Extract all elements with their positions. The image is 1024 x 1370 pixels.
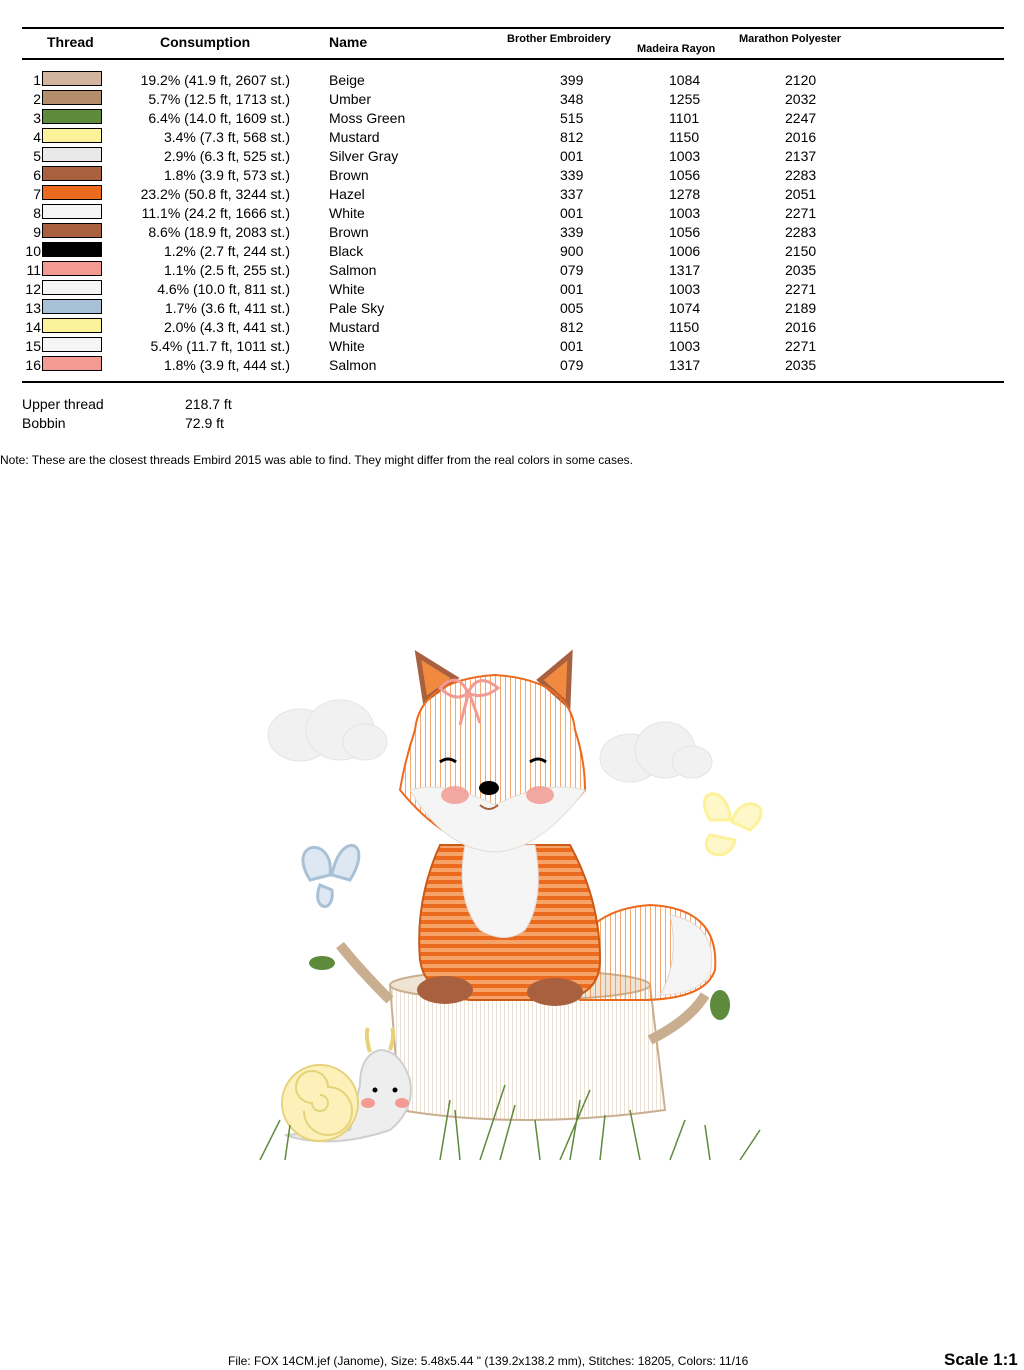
thread-name: Mustard bbox=[329, 319, 380, 335]
thread-consumption: 5.7% (12.5 ft, 1713 st.) bbox=[148, 91, 290, 107]
thread-color-swatch bbox=[42, 90, 102, 105]
thread-name: Hazel bbox=[329, 186, 365, 202]
thread-color-swatch bbox=[42, 204, 102, 219]
thread-number: 3 bbox=[33, 110, 41, 126]
thread-name: Brown bbox=[329, 224, 369, 240]
upper-thread-value: 218.7 ft bbox=[185, 396, 232, 412]
marathon-code: 2283 bbox=[785, 167, 817, 183]
marathon-code: 2137 bbox=[785, 148, 817, 164]
thread-color-swatch bbox=[42, 261, 102, 276]
thread-number: 6 bbox=[33, 167, 41, 183]
thread-row bbox=[0, 298, 1024, 317]
brother-code: 001 bbox=[560, 205, 584, 221]
thread-number: 4 bbox=[33, 129, 41, 145]
thread-color-swatch bbox=[42, 166, 102, 181]
thread-number: 12 bbox=[25, 281, 41, 297]
cloud-left bbox=[268, 700, 387, 761]
madeira-code: 1074 bbox=[669, 300, 701, 316]
thread-number: 14 bbox=[25, 319, 41, 335]
thread-color-swatch bbox=[42, 223, 102, 238]
thread-color-swatch bbox=[42, 356, 102, 371]
thread-row bbox=[0, 184, 1024, 203]
upper-thread-label: Upper thread bbox=[22, 396, 104, 412]
marathon-code: 2150 bbox=[785, 243, 817, 259]
thread-name: Pale Sky bbox=[329, 300, 385, 316]
thread-name: White bbox=[329, 205, 365, 221]
thread-number: 1 bbox=[33, 72, 41, 88]
thread-color-swatch bbox=[42, 147, 102, 162]
thread-consumption: 1.8% (3.9 ft, 444 st.) bbox=[163, 357, 290, 373]
thread-row bbox=[0, 241, 1024, 260]
thread-row bbox=[0, 127, 1024, 146]
thread-table bbox=[0, 70, 1024, 374]
bottom-rule bbox=[22, 381, 1004, 383]
thread-name: Mustard bbox=[329, 129, 380, 145]
madeira-code: 1003 bbox=[669, 338, 701, 354]
madeira-code: 1150 bbox=[669, 129, 700, 145]
thread-name: Silver Gray bbox=[329, 148, 399, 164]
thread-number: 13 bbox=[25, 300, 41, 316]
thread-name: Salmon bbox=[329, 357, 377, 373]
thread-consumption: 1.8% (3.9 ft, 573 st.) bbox=[163, 167, 290, 183]
marathon-code: 2189 bbox=[785, 300, 817, 316]
thread-number: 8 bbox=[33, 205, 41, 221]
thread-row bbox=[0, 108, 1024, 127]
thread-consumption: 19.2% (41.9 ft, 2607 st.) bbox=[140, 72, 290, 88]
madeira-code: 1317 bbox=[669, 262, 701, 278]
thread-consumption: 1.7% (3.6 ft, 411 st.) bbox=[164, 300, 290, 316]
marathon-code: 2271 bbox=[785, 338, 817, 354]
thread-number: 9 bbox=[33, 224, 41, 240]
thread-row bbox=[0, 203, 1024, 222]
thread-color-swatch bbox=[42, 280, 102, 295]
marathon-code: 2032 bbox=[785, 91, 817, 107]
brother-code: 900 bbox=[560, 243, 584, 259]
marathon-code: 2120 bbox=[785, 72, 817, 88]
madeira-code: 1056 bbox=[669, 224, 701, 240]
thread-consumption: 2.0% (4.3 ft, 441 st.) bbox=[163, 319, 290, 335]
header-thread: Thread bbox=[47, 34, 94, 50]
thread-number: 5 bbox=[33, 148, 41, 164]
thread-row bbox=[0, 279, 1024, 298]
marathon-code: 2271 bbox=[785, 281, 817, 297]
thread-name: Umber bbox=[329, 91, 372, 107]
butterfly-blue bbox=[303, 845, 359, 906]
thread-name: Beige bbox=[329, 72, 365, 88]
header-marathon: Marathon Polyester bbox=[739, 33, 842, 45]
marathon-code: 2051 bbox=[785, 186, 817, 202]
brother-code: 001 bbox=[560, 148, 584, 164]
brother-code: 348 bbox=[560, 91, 584, 107]
madeira-code: 1101 bbox=[669, 110, 700, 126]
thread-name: Moss Green bbox=[329, 110, 406, 126]
madeira-code: 1003 bbox=[669, 205, 701, 221]
brother-code: 079 bbox=[560, 262, 584, 278]
madeira-code: 1278 bbox=[669, 186, 701, 202]
brother-code: 339 bbox=[560, 167, 584, 183]
thread-consumption: 11.1% (24.2 ft, 1666 st.) bbox=[141, 205, 290, 221]
madeira-code: 1084 bbox=[669, 72, 701, 88]
brother-code: 005 bbox=[560, 300, 584, 316]
thread-row bbox=[0, 89, 1024, 108]
thread-color-swatch bbox=[42, 185, 102, 200]
header-consumption: Consumption bbox=[160, 34, 251, 50]
marathon-code: 2016 bbox=[785, 319, 817, 335]
bobbin-label: Bobbin bbox=[22, 415, 66, 431]
butterfly-yellow bbox=[704, 794, 761, 855]
thread-name: Brown bbox=[329, 167, 369, 183]
thread-color-swatch bbox=[42, 109, 102, 124]
brother-code: 812 bbox=[560, 319, 584, 335]
bobbin-value: 72.9 ft bbox=[185, 415, 224, 431]
header-brother: Brother Embroidery bbox=[507, 33, 611, 45]
header-madeira: Madeira Rayon bbox=[637, 43, 716, 55]
thread-consumption: 8.6% (18.9 ft, 2083 st.) bbox=[148, 224, 290, 240]
thread-name: White bbox=[329, 338, 365, 354]
madeira-code: 1150 bbox=[669, 319, 700, 335]
fox-head bbox=[400, 655, 585, 852]
thread-number: 15 bbox=[25, 338, 41, 354]
thread-row bbox=[0, 336, 1024, 355]
scale-label: Scale 1:1 bbox=[944, 1350, 1018, 1369]
thread-name: Salmon bbox=[329, 262, 377, 278]
thread-consumption: 1.1% (2.5 ft, 255 st.) bbox=[163, 262, 290, 278]
marathon-code: 2016 bbox=[785, 129, 817, 145]
thread-consumption: 6.4% (14.0 ft, 1609 st.) bbox=[148, 110, 290, 126]
thread-number: 10 bbox=[25, 243, 41, 259]
marathon-code: 2283 bbox=[785, 224, 817, 240]
thread-row bbox=[0, 222, 1024, 241]
brother-code: 339 bbox=[560, 224, 584, 240]
thread-number: 16 bbox=[25, 357, 41, 373]
thread-consumption: 1.2% (2.7 ft, 244 st.) bbox=[163, 243, 290, 259]
marathon-code: 2247 bbox=[785, 110, 817, 126]
madeira-code: 1317 bbox=[669, 357, 701, 373]
thread-number: 7 bbox=[33, 186, 41, 202]
thread-color-swatch bbox=[42, 299, 102, 314]
header-name: Name bbox=[329, 34, 368, 50]
file-info: File: FOX 14CM.jef (Janome), Size: 5.48x5.44 " (139.2x138.2 mm), Stitches: 18205, Colors: 11/16 bbox=[228, 1354, 749, 1368]
madeira-code: 1006 bbox=[669, 243, 701, 259]
thread-consumption: 3.4% (7.3 ft, 568 st.) bbox=[163, 129, 290, 145]
marathon-code: 2035 bbox=[785, 262, 817, 278]
note-text: Note: These are the closest threads Embird 2015 was able to find. They might differ from the real colors in some cases. bbox=[0, 453, 633, 467]
embroidery-preview bbox=[240, 640, 780, 1180]
brother-code: 399 bbox=[560, 72, 584, 88]
fox-body bbox=[417, 845, 600, 1006]
brother-code: 001 bbox=[560, 281, 584, 297]
cloud-right bbox=[600, 722, 712, 782]
thread-color-swatch bbox=[42, 128, 102, 143]
snail bbox=[282, 1028, 411, 1141]
thread-name: White bbox=[329, 281, 365, 297]
top-rule bbox=[22, 27, 1004, 29]
thread-consumption: 5.4% (11.7 ft, 1011 st.) bbox=[150, 338, 290, 354]
thread-number: 2 bbox=[33, 91, 41, 107]
thread-row bbox=[0, 146, 1024, 165]
thread-number: 11 bbox=[26, 262, 41, 278]
thread-color-swatch bbox=[42, 318, 102, 333]
brother-code: 337 bbox=[560, 186, 584, 202]
thread-row bbox=[0, 165, 1024, 184]
madeira-code: 1056 bbox=[669, 167, 701, 183]
thread-color-swatch bbox=[42, 337, 102, 352]
madeira-code: 1255 bbox=[669, 91, 701, 107]
thread-consumption: 4.6% (10.0 ft, 811 st.) bbox=[157, 281, 290, 297]
thread-row bbox=[0, 317, 1024, 336]
thread-color-swatch bbox=[42, 71, 102, 86]
marathon-code: 2035 bbox=[785, 357, 817, 373]
thread-consumption: 2.9% (6.3 ft, 525 st.) bbox=[163, 148, 290, 164]
brother-code: 812 bbox=[560, 129, 584, 145]
brother-code: 515 bbox=[560, 110, 584, 126]
madeira-code: 1003 bbox=[669, 281, 701, 297]
thread-row bbox=[0, 260, 1024, 279]
thread-row bbox=[0, 70, 1024, 89]
thread-row bbox=[0, 355, 1024, 374]
marathon-code: 2271 bbox=[785, 205, 817, 221]
thread-name: Black bbox=[329, 243, 364, 259]
brother-code: 001 bbox=[560, 338, 584, 354]
header-rule bbox=[22, 58, 1004, 60]
thread-color-swatch bbox=[42, 242, 102, 257]
thread-consumption: 23.2% (50.8 ft, 3244 st.) bbox=[140, 186, 290, 202]
madeira-code: 1003 bbox=[669, 148, 701, 164]
brother-code: 079 bbox=[560, 357, 584, 373]
